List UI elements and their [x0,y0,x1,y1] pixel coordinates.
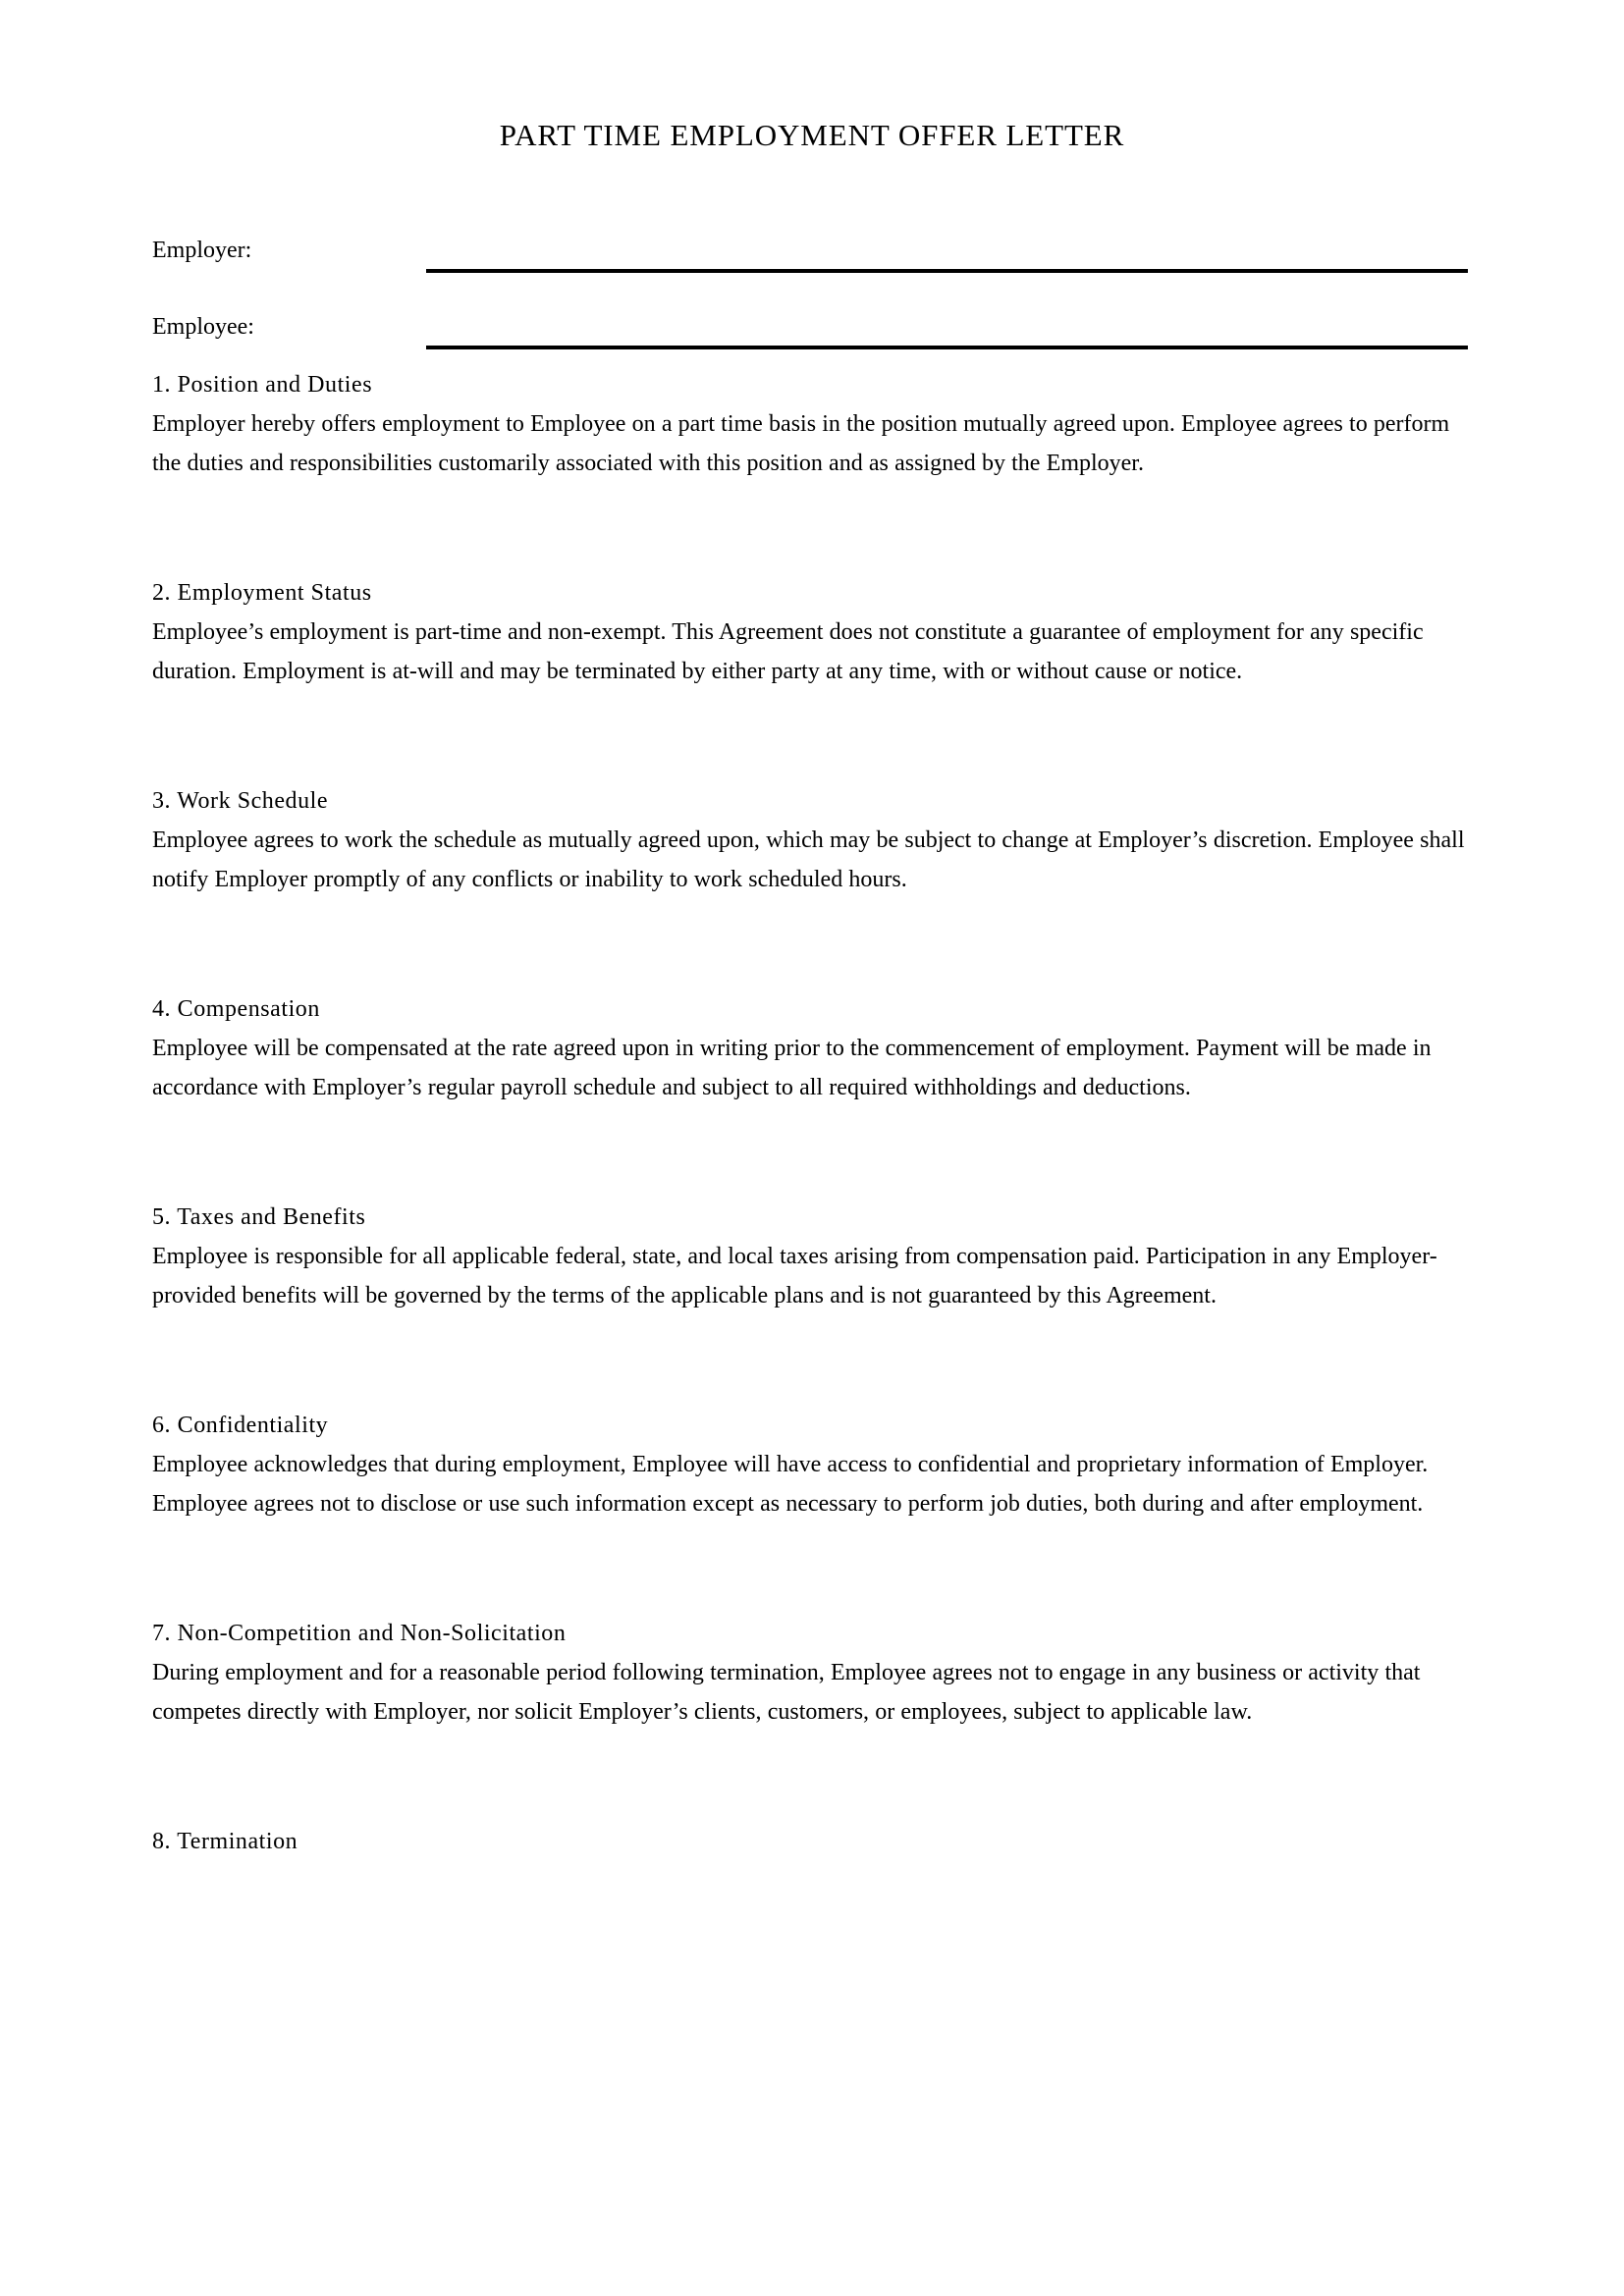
section [152,781,1468,899]
section [152,365,1468,483]
section [152,573,1468,691]
employee-label: Employee: [152,314,254,340]
section-body: Employee agrees to work the schedule as mutually agreed upon, which may be subject to change at Employer’s discretion. Employee shall notify Employer promptly of any conflicts or inability to work scheduled hours. [152,828,1465,892]
section-body: During employment and for a reasonable period following termination, Employee agrees not to engage in any business or activity that competes directly with Employer, nor solicit Employer’s clients, customers, or employees, subject to applicable law. [152,1660,1421,1725]
employer-label: Employer: [152,238,252,263]
section-body: Employee will be compensated at the rate agreed upon in writing prior to the commencement of employment. Payment will be made in accordance with Employer’s regular payroll schedule and subject to all required withholdings and deductions. [152,1036,1432,1100]
section-body: Employer hereby offers employment to Employee on a part time basis in the position mutually agreed upon. Employee agrees to perform the duties and responsibilities customarily associated with this position and as assigned by the Employer. [152,411,1450,476]
section-body: Employee is responsible for all applicable federal, state, and local taxes arising from compensation paid. Participation in any Employer-provided benefits will be governed by the terms of the applicable plans and is not guaranteed by this Agreement. [152,1244,1437,1308]
employee-signature-line[interactable] [426,346,1468,349]
section-heading: 5. Taxes and Benefits [152,1204,366,1230]
section-body: Employee acknowledges that during employment, Employee will have access to confidential and proprietary information of Employer. Employee agrees not to disclose or use such information except as necessary to perform job duties, both during and after employment. [152,1452,1429,1517]
section-heading: 4. Compensation [152,996,320,1022]
section-heading: 6. Confidentiality [152,1413,329,1438]
section-heading: 1. Position and Duties [152,372,373,398]
section-heading: 2. Employment Status [152,580,372,606]
section-heading: 7. Non-Competition and Non-Solicitation [152,1621,567,1646]
document-body [152,365,1468,1861]
section [152,1406,1468,1523]
section [152,989,1468,1107]
section [152,1614,1468,1732]
employer-signature-line[interactable] [426,269,1468,273]
employee-field [152,310,1468,349]
section-heading: 3. Work Schedule [152,788,329,814]
section-heading: 8. Termination [152,1829,298,1854]
employer-field [152,234,1468,273]
section-body: Employee’s employment is part-time and non-exempt. This Agreement does not constitute a guarantee of employment for any specific duration. Employment is at-will and may be terminated by either party at any time, with or without cause or notice. [152,619,1424,684]
section [152,1198,1468,1315]
section [152,1822,1468,1861]
page-title: PART TIME EMPLOYMENT OFFER LETTER [499,118,1125,152]
